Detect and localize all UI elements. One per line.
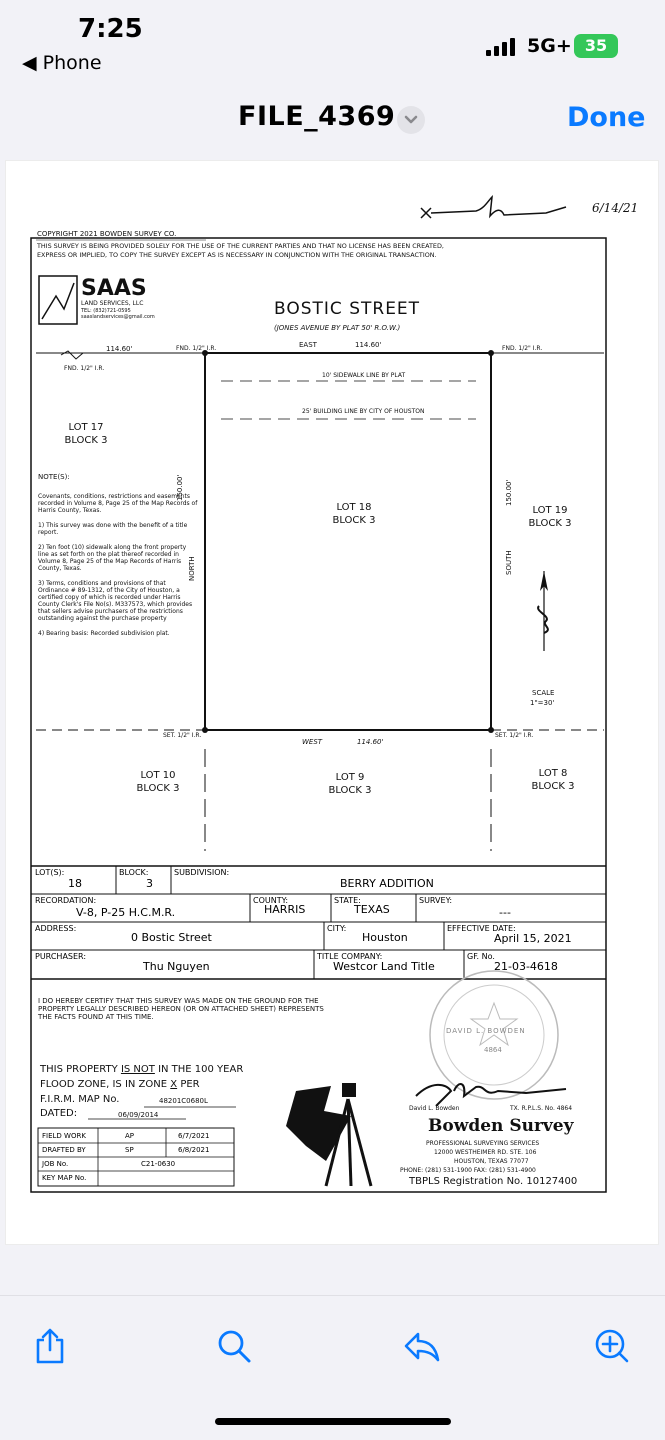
street-name: BOSTIC STREET	[274, 299, 421, 319]
surveyor-name: David L. Bowden	[409, 1105, 460, 1112]
fnd-iron-rod-3: FND. 1/2" I.R.	[502, 345, 543, 352]
key-map-label: KEY MAP No.	[42, 1174, 87, 1182]
company-tbpls: TBPLS Registration No. 10127400	[409, 1176, 578, 1187]
recordation-label: RECORDATION:	[35, 896, 97, 905]
street-subtitle: (JONES AVENUE BY PLAT 50' R.O.W.)	[274, 324, 401, 332]
lot-17-label: LOT 17 BLOCK 3	[64, 422, 108, 446]
done-button[interactable]: Done	[567, 102, 646, 133]
effective-value: April 15, 2021	[494, 932, 572, 945]
block-value: 3	[146, 877, 153, 890]
state-label: STATE:	[334, 896, 361, 905]
note-intro: Covenants, conditions, restrictions and easements recorded in Volume 8, Page 25 of the Map Records of Harris County, Texas.	[38, 493, 198, 514]
title-company-label: TITLE COMPANY:	[317, 952, 383, 961]
nav-bar	[0, 90, 665, 150]
firm-map-value: 48201C0680L	[159, 1097, 208, 1105]
signature-date: 6/14/21	[592, 201, 639, 215]
east-distance: 114.60'	[355, 341, 382, 349]
note-3: 3) Terms, conditions and provisions of that Ordinance # 89-1312, of the City of Houston, a certified copy of which is recorded under Harris County Clerk's File No(s). M337573, which provides that sellers advise purchasers of the restrictions outstanding against the purchase property	[38, 580, 193, 622]
flood-zone-line-1: THIS PROPERTY IS NOT IN THE 100 YEAR	[40, 1064, 244, 1075]
south-label: SOUTH	[505, 550, 513, 575]
city-label: CITY:	[327, 924, 347, 933]
fnd-iron-rod-1: FND. 1/2" I.R.	[176, 345, 217, 352]
status-bar	[0, 0, 665, 90]
document-page	[5, 160, 659, 1245]
west-distance: 114.60'	[357, 738, 384, 746]
drafted-label: DRAFTED BY	[42, 1146, 86, 1154]
survey-value: ---	[499, 906, 511, 919]
field-work-by: AP	[125, 1132, 135, 1140]
note-2: 2) Ten foot (10) sidewalk along the front property line as set forth on the plat thereof recorded in Volume 8, Page 25 of the Map Records of Harris County, Texas.	[38, 544, 187, 572]
city-value: Houston	[362, 931, 408, 944]
note-4: 4) Bearing basis: Recorded subdivision plat.	[38, 630, 170, 637]
title-company-value: Westcor Land Title	[333, 960, 435, 973]
search-icon[interactable]	[214, 1326, 254, 1366]
scale-value: 1"=30'	[530, 699, 555, 707]
notes-title: NOTE(S):	[38, 473, 70, 481]
seal-name: DAVID L. BOWDEN	[446, 1027, 526, 1035]
certification-text: I DO HEREBY CERTIFY THAT THIS SURVEY WAS MADE ON THE GROUND FOR THE PROPERTY LEGALLY DESCRIBED HEREON (OR ON ATTACHED SHEET) REPRESENTS THE FACTS FOUND AT THIS TIME.	[38, 997, 324, 1021]
survey-label: SURVEY:	[419, 896, 453, 905]
field-work-date: 6/7/2021	[178, 1132, 210, 1140]
subdivision-label: SUBDIVISION:	[174, 868, 230, 877]
company-address-1: 12000 WESTHEIMER RD. STE. 106	[434, 1149, 537, 1156]
subdivision-value: BERRY ADDITION	[340, 877, 434, 890]
battery-icon: 35	[574, 34, 618, 58]
fnd-iron-rod-2: FND. 1/2" I.R.	[64, 365, 105, 372]
block-label: BLOCK:	[119, 868, 149, 877]
company-name: Bowden Survey	[428, 1116, 574, 1136]
sidewalk-line-label: 10' SIDEWALK LINE BY PLAT	[322, 372, 406, 379]
disclaimer-line-2: EXPRESS OR IMPLIED, TO COPY THE SURVEY EXCEPT AS IS NECESSARY IN CONJUNCTION WITH THE ORIGINAL TRANSACTION.	[37, 251, 437, 259]
reply-icon[interactable]	[402, 1326, 442, 1366]
note-1: 1) This survey was done with the benefit of a title report.	[38, 522, 188, 536]
back-to-phone-link[interactable]: ◀ Phone	[22, 52, 102, 74]
disclaimer-line-1: THIS SURVEY IS BEING PROVIDED SOLELY FOR THE USE OF THE CURRENT PARTIES AND THAT NO LICENSE HAS BEEN CREATED,	[37, 242, 444, 250]
lot-18-label: LOT 18 BLOCK 3	[332, 502, 376, 526]
file-title[interactable]: FILE_4369	[238, 101, 396, 132]
gf-label: GF. No.	[467, 952, 495, 961]
south-distance: 150.00'	[505, 479, 513, 506]
lot-8-label: LOT 8 BLOCK 3	[531, 768, 575, 792]
address-value: 0 Bostic Street	[131, 931, 212, 944]
title-menu-button[interactable]	[397, 106, 425, 134]
set-iron-rod-1: SET. 1/2" I.R.	[163, 732, 202, 739]
job-value: C21-0630	[141, 1160, 176, 1168]
flood-zone-line-2: FLOOD ZONE, IS IN ZONE X PER	[40, 1079, 200, 1090]
company-address-2: HOUSTON, TEXAS 77077	[454, 1158, 529, 1165]
county-value: HARRIS	[264, 903, 306, 916]
seal-number: 4864	[484, 1046, 502, 1054]
chevron-down-icon	[397, 106, 425, 134]
recordation-value: V-8, P-25 H.C.M.R.	[76, 906, 176, 919]
drafted-date: 6/8/2021	[178, 1146, 210, 1154]
saas-tel: TEL: (832)721-0595	[81, 308, 131, 314]
signal-icon	[486, 38, 522, 56]
west-label: WEST	[302, 738, 323, 746]
set-iron-rod-2: SET. 1/2" I.R.	[495, 732, 534, 739]
saas-subtitle: LAND SERVICES, LLC	[81, 300, 144, 307]
lot-19-label: LOT 19 BLOCK 3	[528, 505, 572, 529]
lot-10-label: LOT 10 BLOCK 3	[136, 770, 180, 794]
share-icon[interactable]	[30, 1326, 70, 1366]
company-subtitle: PROFESSIONAL SURVEYING SERVICES	[426, 1140, 540, 1147]
north-distance: 150.00'	[176, 474, 184, 501]
network-label: 5G+	[527, 35, 572, 57]
drafted-by: SP	[125, 1146, 134, 1154]
notes-block	[38, 473, 198, 637]
east-label: EAST	[299, 341, 317, 349]
top-left-distance: 114.60'	[106, 345, 133, 353]
purchaser-value: Thu Nguyen	[143, 960, 210, 973]
county-label: COUNTY:	[253, 896, 289, 905]
saas-logo: SAAS	[81, 276, 147, 301]
saas-email: saaslandservices@gmail.com	[81, 314, 155, 320]
purchaser-label: PURCHASER:	[35, 952, 87, 961]
lots-value: 18	[68, 877, 82, 890]
copyright-text: COPYRIGHT 2021 BOWDEN SURVEY CO.	[37, 230, 177, 238]
surveyor-registration: TX. R.P.L.S. No. 4864	[510, 1105, 573, 1112]
north-label: NORTH	[188, 556, 196, 581]
state-value: TEXAS	[354, 903, 390, 916]
dated-label: DATED:	[40, 1108, 78, 1119]
gf-value: 21-03-4618	[494, 960, 558, 973]
field-work-label: FIELD WORK	[42, 1132, 86, 1140]
job-label: JOB No.	[42, 1160, 69, 1168]
company-phone: PHONE: (281) 531-1900 FAX: (281) 531-4900	[400, 1167, 536, 1174]
building-line-label: 25' BUILDING LINE BY CITY OF HOUSTON	[302, 408, 425, 415]
address-label: ADDRESS:	[35, 924, 77, 933]
surveyor-tripod-logo	[286, 1083, 371, 1186]
firm-map-label: F.I.R.M. MAP No.	[40, 1094, 120, 1105]
lot-9-label: LOT 9 BLOCK 3	[328, 772, 372, 796]
dated-value: 06/09/2014	[118, 1111, 159, 1119]
markup-icon[interactable]	[592, 1326, 632, 1366]
lots-label: LOT(S):	[35, 868, 65, 877]
scale-label: SCALE	[532, 689, 555, 697]
status-time: 7:25	[78, 14, 143, 44]
home-indicator	[215, 1418, 451, 1425]
effective-label: EFFECTIVE DATE:	[447, 924, 516, 933]
